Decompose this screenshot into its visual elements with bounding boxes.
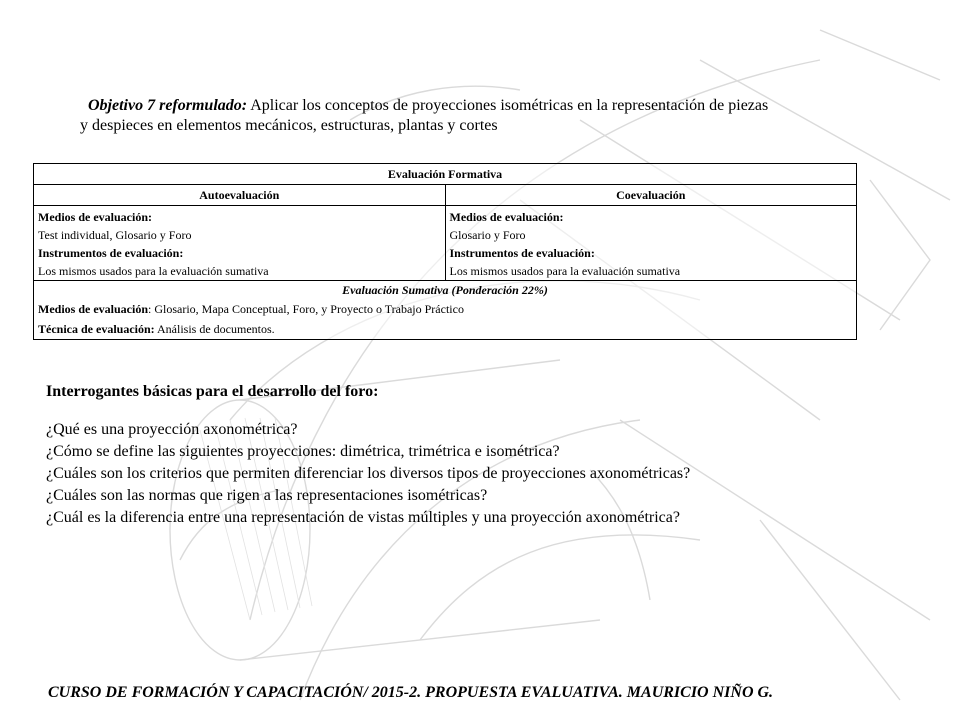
summative-means-label: Medios de evaluación bbox=[38, 302, 148, 316]
course-footer: CURSO DE FORMACIÓN Y CAPACITACIÓN/ 2015-2. PROPUESTA EVALUATIVA. MAURICIO NIÑO G. bbox=[48, 684, 774, 701]
evaluation-table bbox=[33, 163, 857, 340]
co-evaluation-cell bbox=[445, 206, 857, 281]
forum-question: ¿Cuál es la diferencia entre una representación de vistas múltiples y una proyección axonométrica? bbox=[46, 509, 680, 526]
summative-evaluation-title: Evaluación Sumativa (Ponderación 22%) bbox=[342, 283, 548, 297]
self-evaluation-cell bbox=[34, 206, 446, 281]
summative-technique-label: Técnica de evaluación: bbox=[38, 322, 155, 336]
forum-question: ¿Cuáles son los criterios que permiten diferenciar los diversos tipos de proyecciones axonométricas? bbox=[46, 465, 691, 482]
self-instruments-label: Instrumentos de evaluación: bbox=[38, 246, 184, 260]
summative-technique-value: Análisis de documentos. bbox=[154, 322, 275, 336]
summative-means-line bbox=[38, 299, 852, 319]
co-means-value: Glosario y Foro bbox=[449, 228, 526, 242]
co-instruments-label: Instrumentos de evaluación: bbox=[449, 246, 595, 260]
self-means-label: Medios de evaluación: bbox=[38, 210, 152, 224]
summative-evaluation-cell bbox=[34, 281, 857, 340]
forum-questions-section bbox=[46, 381, 926, 529]
co-evaluation-header: Coevaluación bbox=[445, 185, 857, 206]
self-evaluation-header: Autoevaluación bbox=[34, 185, 446, 206]
objective-paragraph bbox=[80, 96, 900, 136]
summative-technique-line bbox=[38, 319, 852, 339]
forum-title: Interrogantes básicas para el desarrollo del foro: bbox=[46, 383, 379, 400]
objective-text-line2: y despieces en elementos mecánicos, estructuras, plantas y cortes bbox=[80, 117, 498, 134]
formative-evaluation-title: Evaluación Formativa bbox=[34, 164, 857, 185]
forum-question: ¿Cómo se define las siguientes proyecciones: dimétrica, trimétrica e isométrica? bbox=[46, 443, 560, 460]
self-instruments-value: Los mismos usados para la evaluación sumativa bbox=[38, 264, 269, 278]
objective-text-line1: Aplicar los conceptos de proyecciones isométricas en la representación de piezas bbox=[247, 97, 769, 114]
forum-question: ¿Qué es una proyección axonométrica? bbox=[46, 421, 298, 438]
objective-lead: Objetivo 7 reformulado: bbox=[88, 97, 248, 114]
co-instruments-value: Los mismos usados para la evaluación sumativa bbox=[449, 264, 681, 278]
forum-question: ¿Cuáles son las normas que rigen a las representaciones isométricas? bbox=[46, 487, 488, 504]
self-means-value: Test individual, Glosario y Foro bbox=[38, 228, 192, 242]
co-means-label: Medios de evaluación: bbox=[449, 210, 564, 224]
summative-means-value: : Glosario, Mapa Conceptual, Foro, y Proyecto o Trabajo Práctico bbox=[148, 302, 464, 316]
